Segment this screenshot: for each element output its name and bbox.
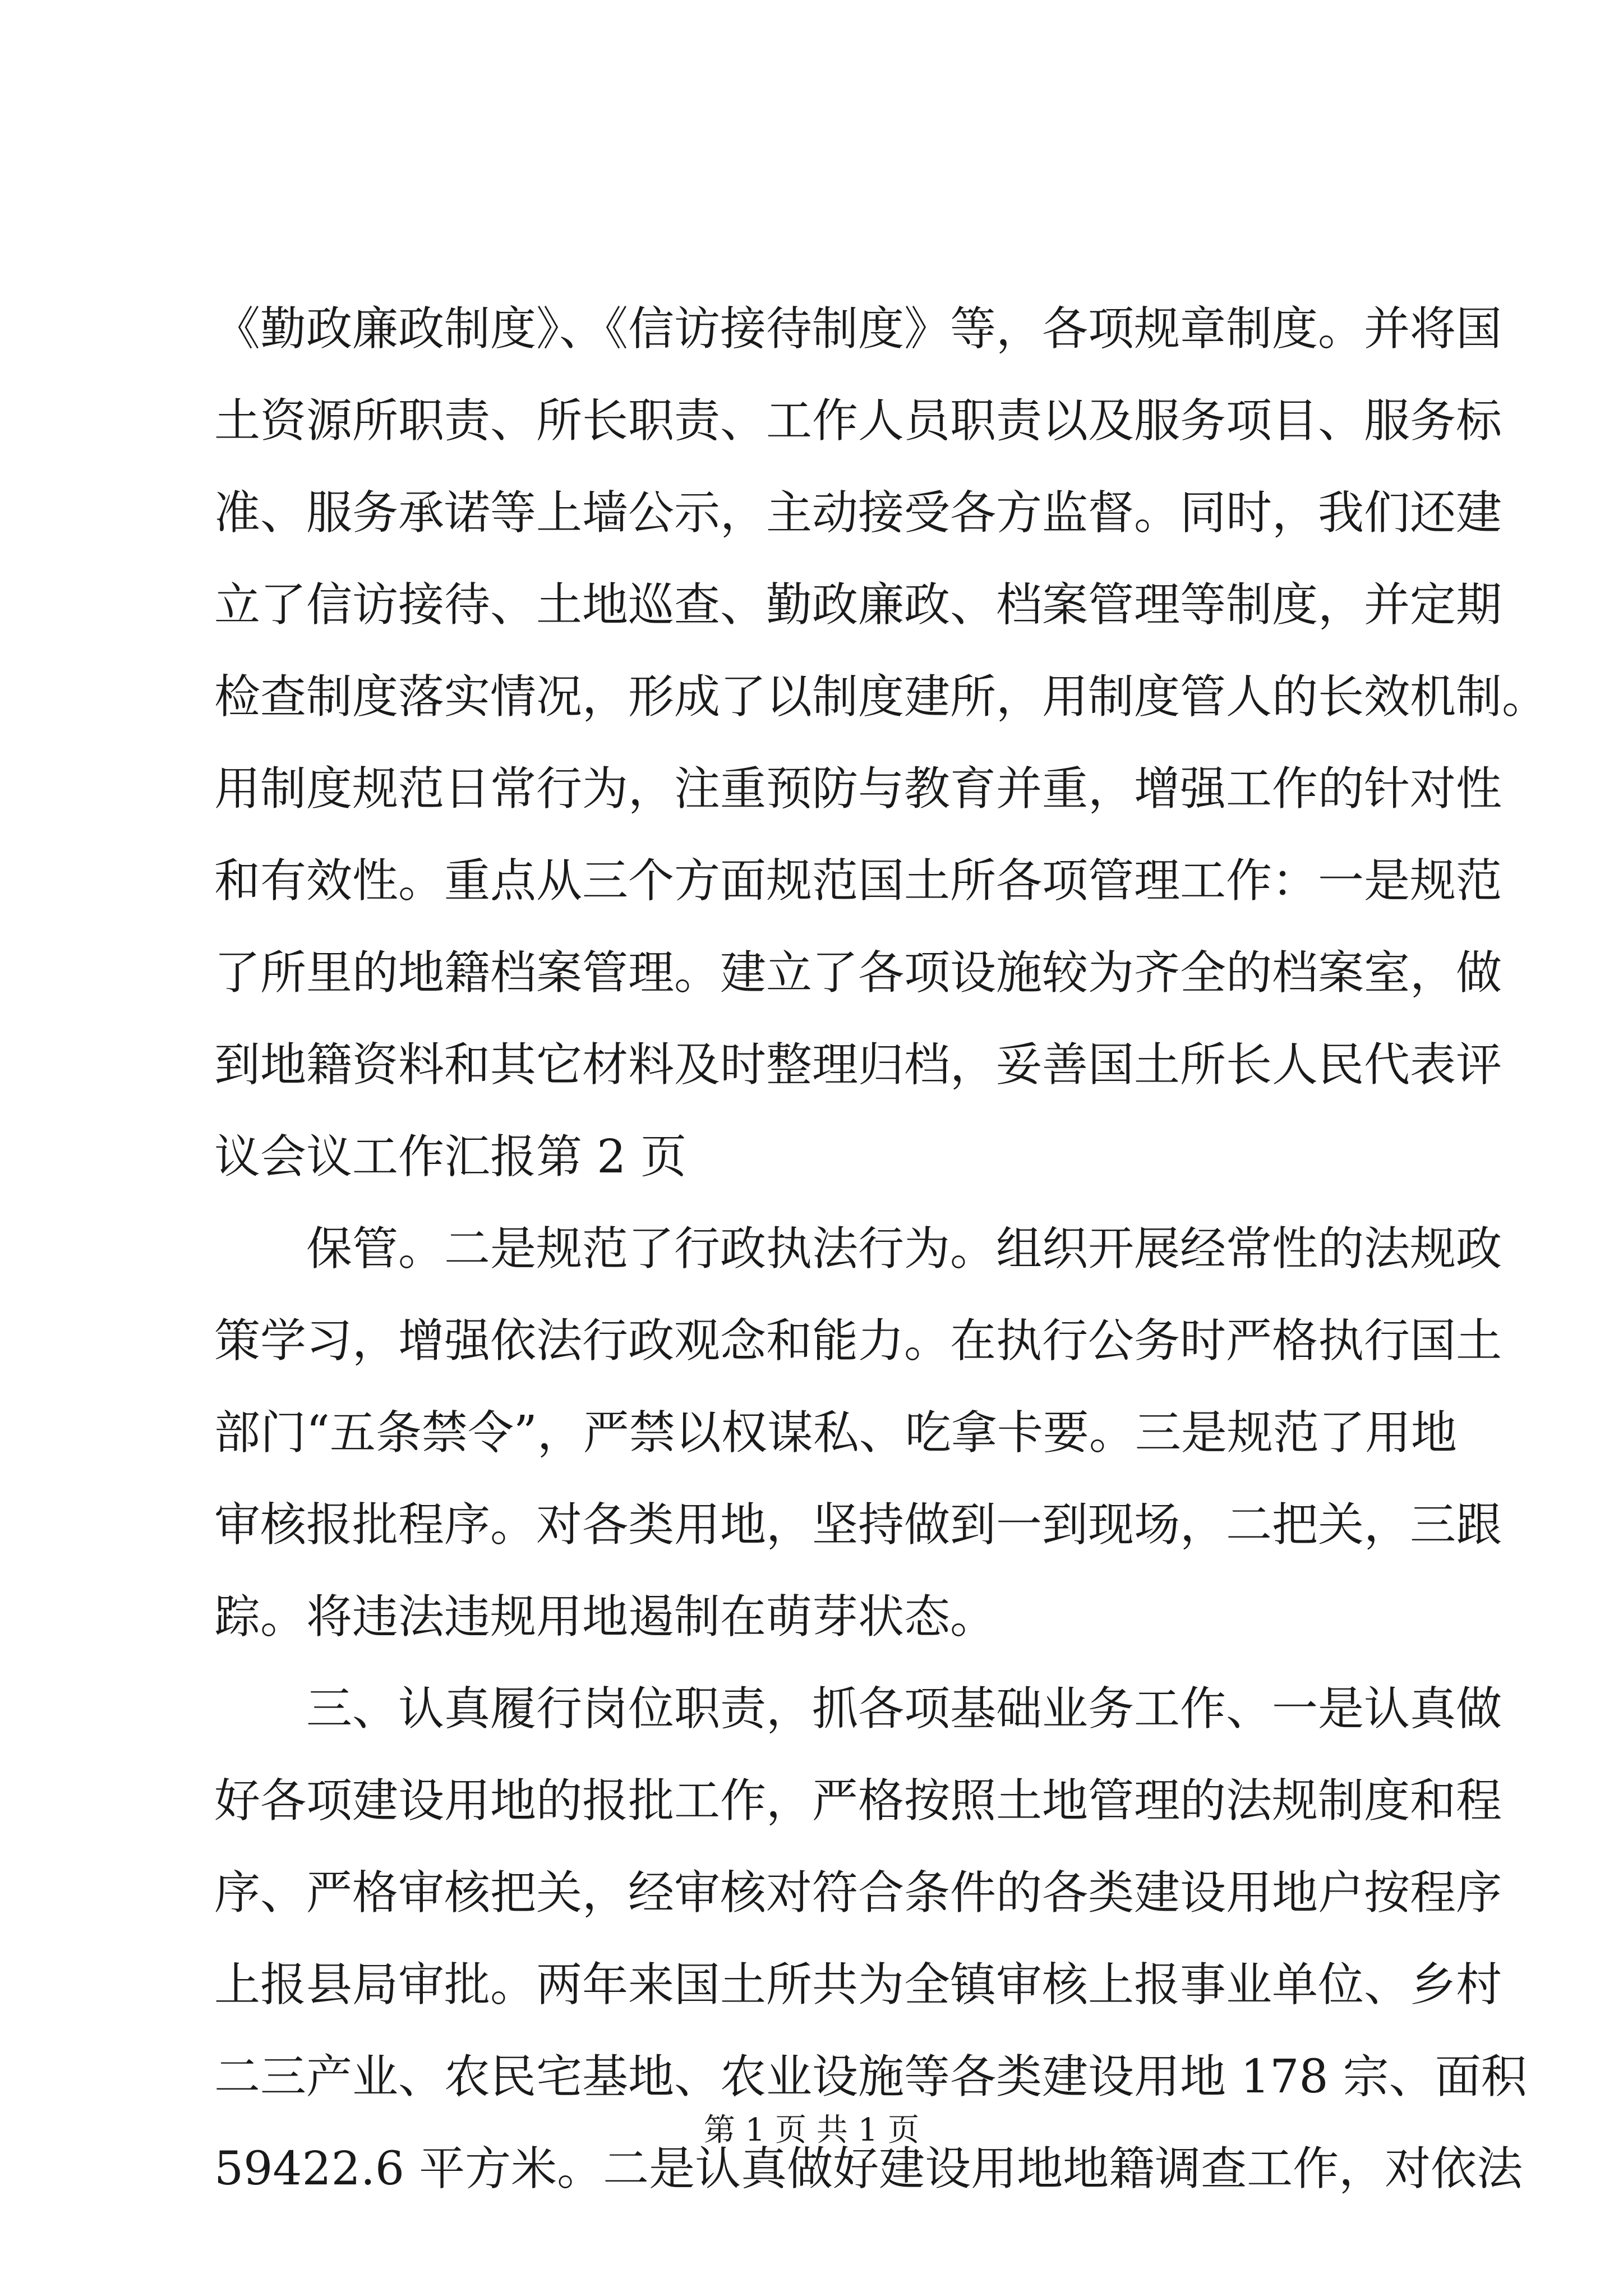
body-line: 踪。将违法违规用地遏制在萌芽状态。 — [214, 1590, 997, 1644]
body-line: 序、严格审核把关，经审核对符合条件的各类建设用地户按程序 — [214, 1866, 1502, 1920]
body-line: 用制度规范日常行为，注重预防与教育并重，增强工作的针对性 — [214, 762, 1502, 816]
body-line: 审核报批程序。对各类用地，坚持做到一到现场，二把关，三跟 — [214, 1498, 1502, 1552]
body-line: 好各项建设用地的报批工作，严格按照土地管理的法规制度和程 — [214, 1774, 1502, 1828]
paragraph-first-line: 三、认真履行岗位职责，抓各项基础业务工作、一是认真做 — [306, 1682, 1502, 1736]
body-line: 部门“五条禁令”，严禁以权谋私、吃拿卡要。三是规范了用地 — [214, 1406, 1457, 1460]
body-line: 《勤政廉政制度》、《信访接待制度》等，各项规章制度。并将国 — [214, 302, 1502, 356]
body-line: 和有效性。重点从三个方面规范国土所各项管理工作：一是规范 — [214, 854, 1502, 908]
body-line: 二三产业、农民宅基地、农业设施等各类建设用地 178 宗、面积 — [214, 2050, 1527, 2104]
body-line: 策学习，增强依法行政观念和能力。在执行公务时严格执行国土 — [214, 1314, 1502, 1368]
paragraph-first-line: 保管。二是规范了行政执法行为。组织开展经常性的法规政 — [306, 1222, 1502, 1276]
body-line: 土资源所职责、所长职责、工作人员职责以及服务项目、服务标 — [214, 394, 1502, 448]
body-line: 议会议工作汇报第 2 页 — [214, 1130, 687, 1184]
document-body — [214, 283, 1548, 2215]
body-line: 到地籍资料和其它材料及时整理归档，妥善国土所长人民代表评 — [214, 1038, 1502, 1092]
body-line: 立了信访接待、土地巡查、勤政廉政、档案管理等制度，并定期 — [214, 578, 1502, 632]
page-footer: 第 1 页 共 1 页 — [703, 2112, 920, 2148]
body-line: 了所里的地籍档案管理。建立了各项设施较为齐全的档案室，做 — [214, 946, 1502, 1000]
body-line: 上报县局审批。两年来国土所共为全镇审核上报事业单位、乡村 — [214, 1958, 1502, 2012]
body-line: 59422.6 平方米。二是认真做好建设用地地籍调查工作，对依法 — [214, 2142, 1523, 2196]
body-line: 检查制度落实情况，形成了以制度建所，用制度管人的长效机制。 — [214, 670, 1548, 724]
body-line: 准、服务承诺等上墙公示，主动接受各方监督。同时，我们还建 — [214, 486, 1502, 540]
